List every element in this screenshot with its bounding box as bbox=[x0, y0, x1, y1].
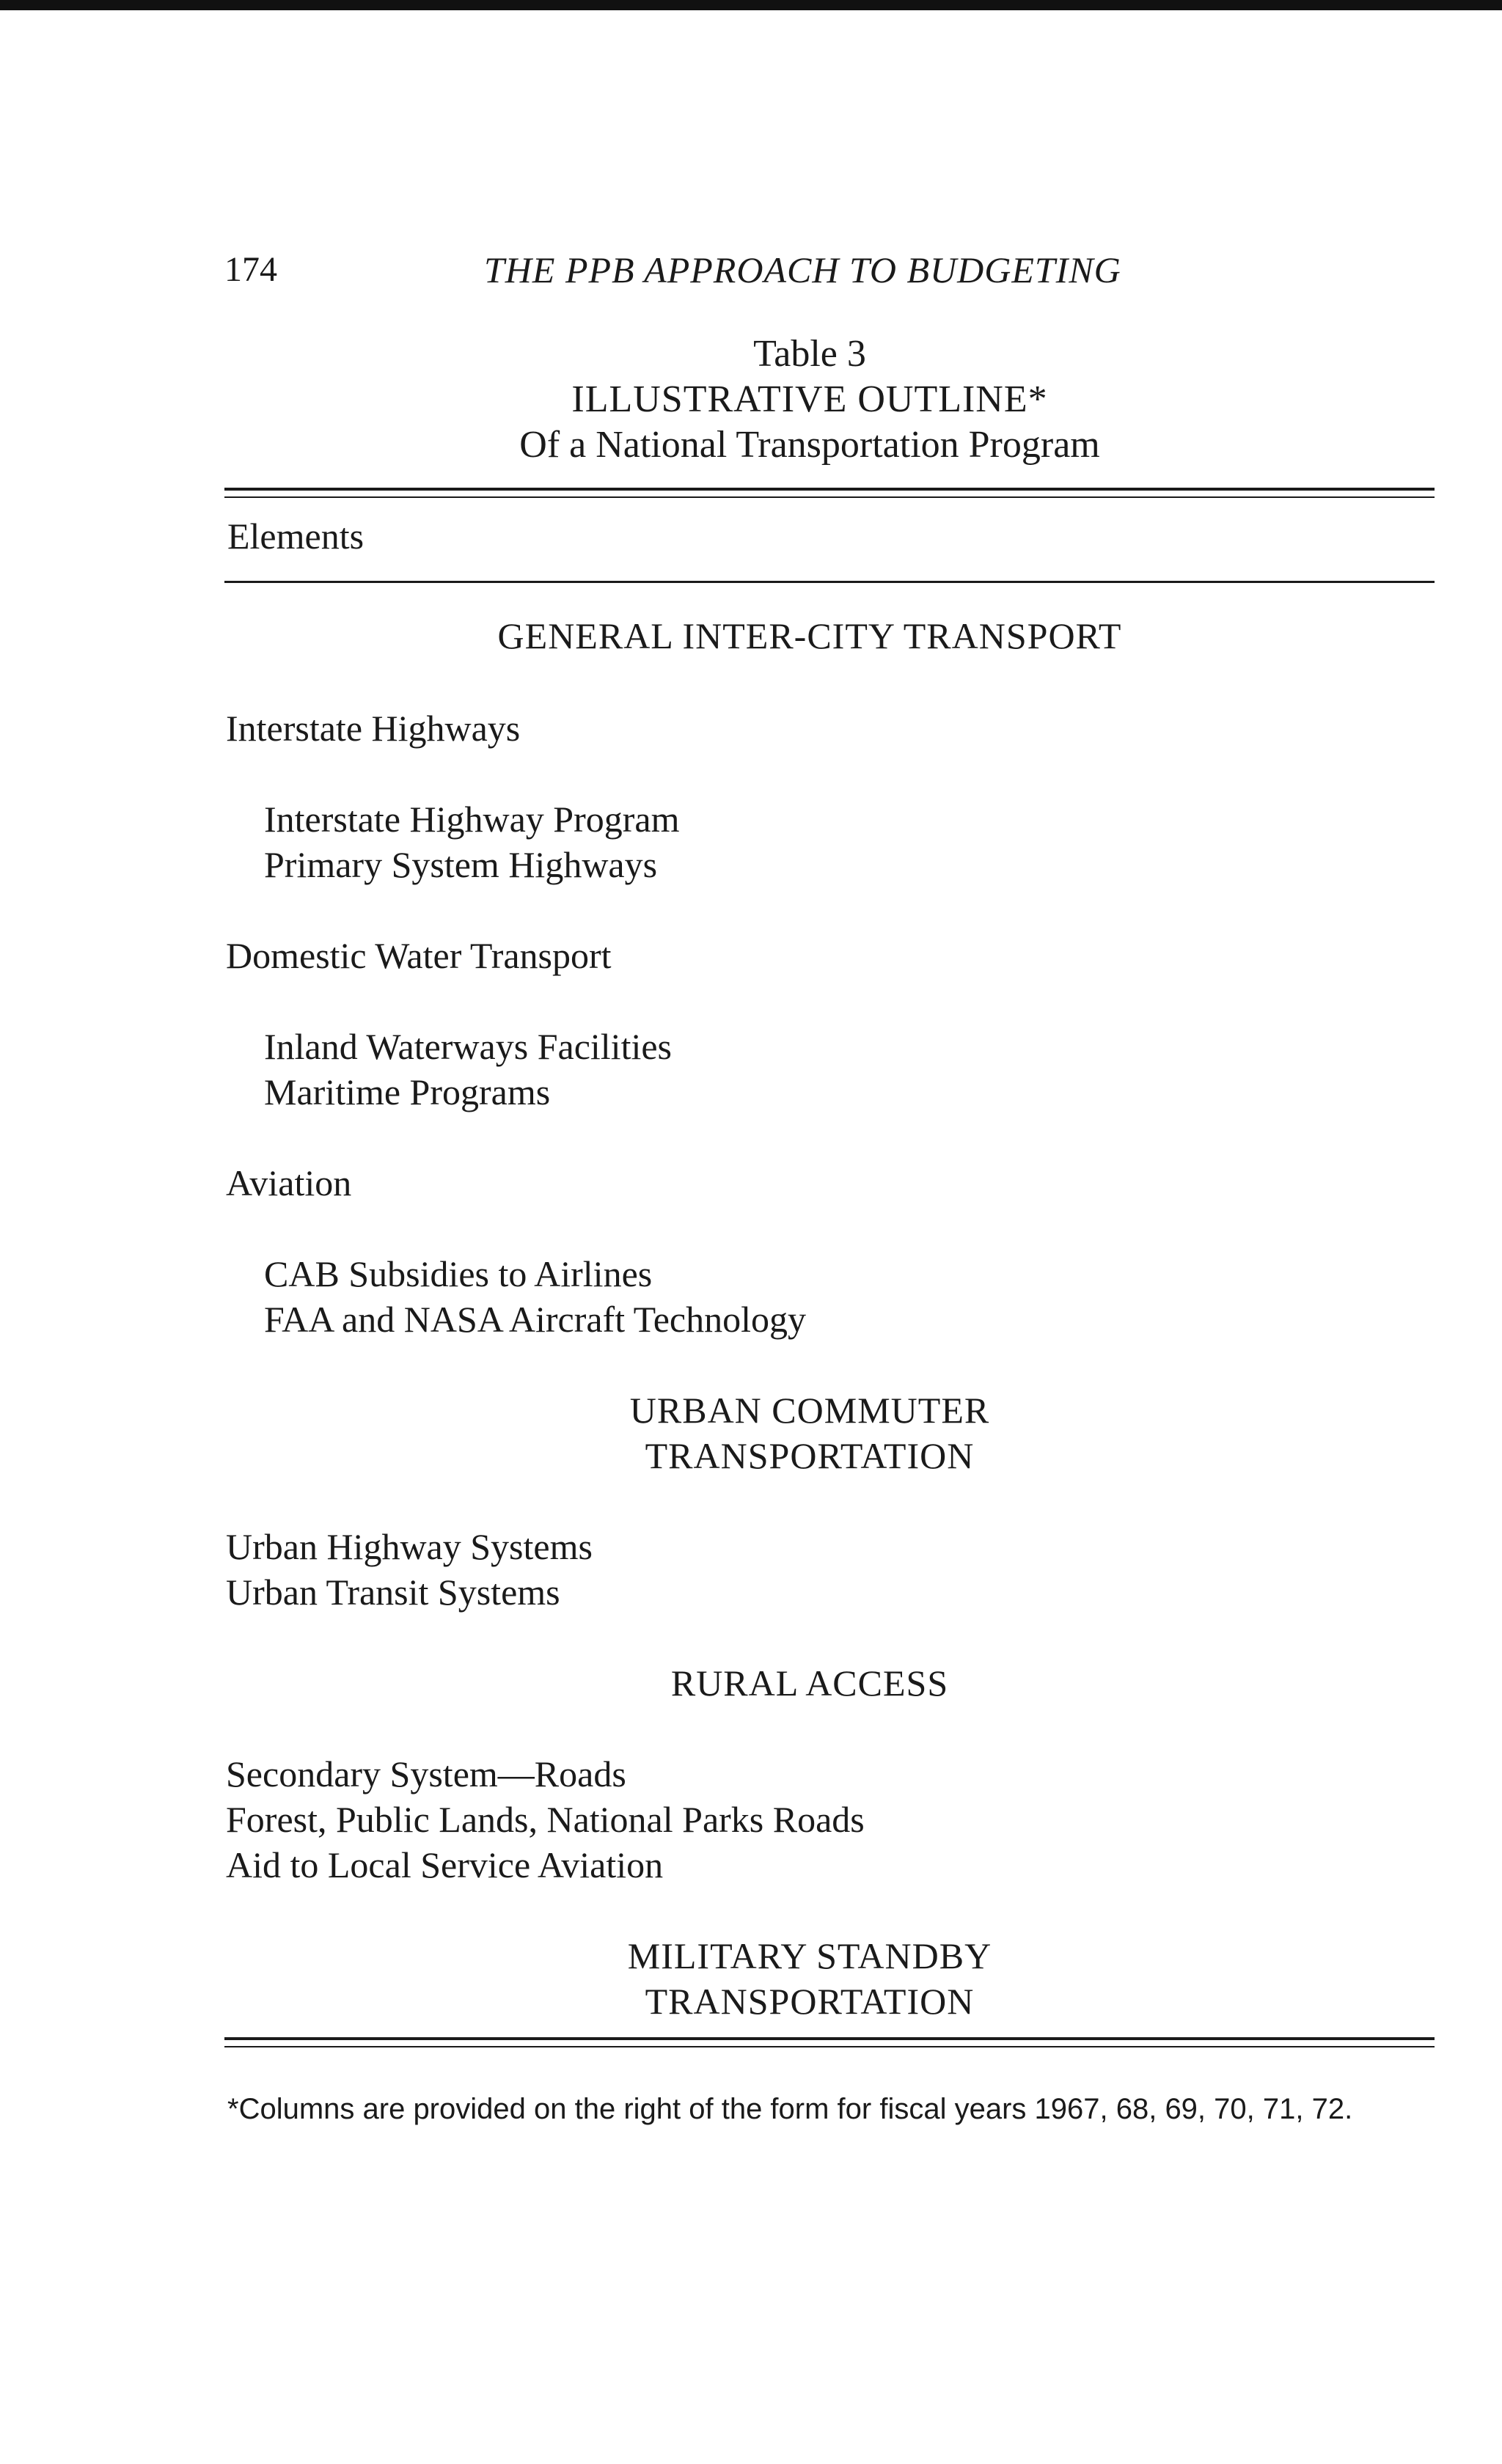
list-item: CAB Subsidies to Airlines bbox=[264, 1253, 653, 1294]
group-label-interstate-highways: Interstate Highways bbox=[226, 708, 521, 749]
list-item: FAA and NASA Aircraft Technology bbox=[264, 1299, 807, 1340]
header-rule bbox=[224, 581, 1435, 583]
list-item: Urban Transit Systems bbox=[226, 1572, 560, 1613]
table-footnote: *Columns are provided on the right of the form for fiscal years 1967, 68, 69, 70, 71, 72. bbox=[227, 2093, 1353, 2125]
page-number: 174 bbox=[224, 250, 277, 289]
list-item: Interstate Highway Program bbox=[264, 799, 680, 840]
table-title: ILLUSTRATIVE OUTLINE* bbox=[571, 378, 1048, 420]
group-label-domestic-water-transport: Domestic Water Transport bbox=[226, 935, 612, 976]
list-item: Maritime Programs bbox=[264, 1071, 551, 1112]
table-top-rule bbox=[224, 488, 1435, 491]
list-item: Primary System Highways bbox=[264, 844, 658, 885]
table-bottom-rule bbox=[224, 2037, 1435, 2040]
section-heading-military-standby: MILITARY STANDBY bbox=[627, 1935, 992, 1976]
section-heading-urban-commuter: URBAN COMMUTER bbox=[629, 1390, 990, 1431]
running-head: THE PPB APPROACH TO BUDGETING bbox=[484, 249, 1121, 290]
column-header-elements: Elements bbox=[227, 516, 364, 557]
table-subtitle: Of a National Transportation Program bbox=[519, 424, 1100, 466]
list-item: Forest, Public Lands, National Parks Roads bbox=[226, 1799, 865, 1840]
list-item: Inland Waterways Facilities bbox=[264, 1026, 673, 1067]
list-item: Urban Highway Systems bbox=[226, 1526, 593, 1567]
table-number: Table 3 bbox=[753, 333, 866, 375]
table-bottom-rule-thin bbox=[224, 2046, 1435, 2047]
section-heading-rural-access: RURAL ACCESS bbox=[670, 1662, 949, 1704]
table-top-rule-thin bbox=[224, 496, 1435, 498]
top-border bbox=[0, 0, 1502, 10]
list-item: Aid to Local Service Aviation bbox=[226, 1844, 664, 1885]
group-label-aviation: Aviation bbox=[226, 1162, 352, 1203]
list-item: Secondary System—Roads bbox=[226, 1753, 626, 1794]
section-heading-urban-commuter-line2: TRANSPORTATION bbox=[645, 1435, 975, 1476]
section-heading-general-inter-city: GENERAL INTER-CITY TRANSPORT bbox=[497, 615, 1122, 656]
section-heading-military-standby-line2: TRANSPORTATION bbox=[645, 1981, 975, 2022]
